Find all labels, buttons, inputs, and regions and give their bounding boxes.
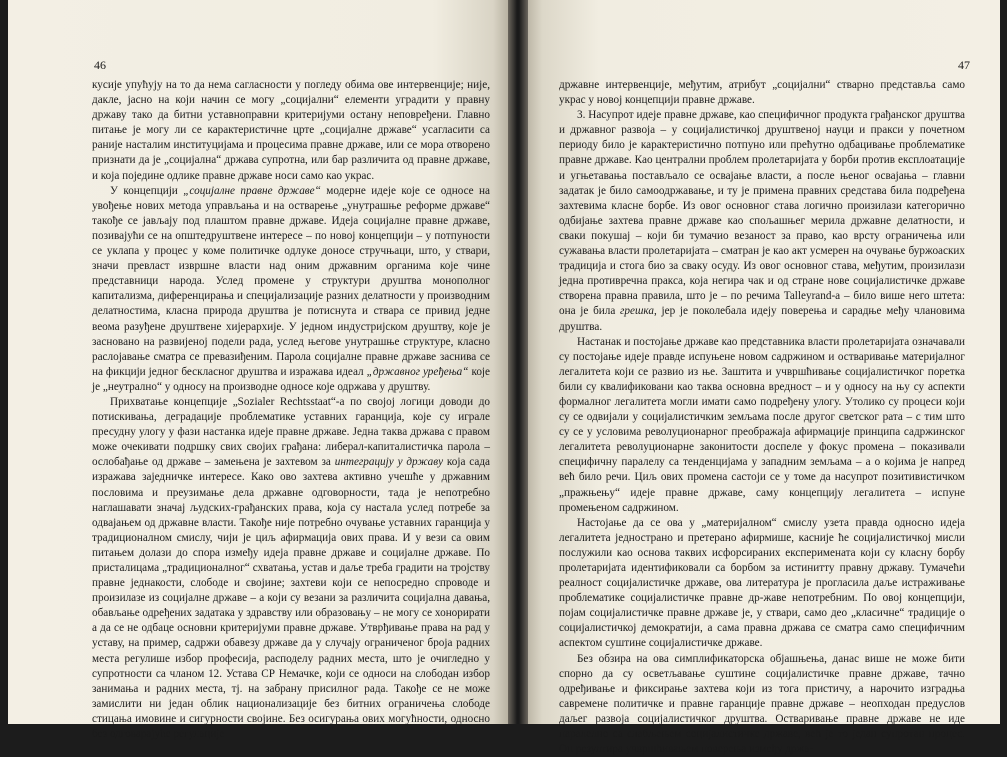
emphasis: „социјалне правне државе“ [183,184,321,197]
paragraph: кусије упућују на то да нема сагласности у погледу обима ове интервенције; није, дакле, јасно на који начин се могу „социјални“ елементи уградити у правну државу тако да битни уставноправни критеријуми остану неповређени. Главно питање је могу ли се карактеристичне црте „социјалне државе“ усагласити са раније насталим институцијама и процесима правне државе, или се мора отворено признати да је „социјална“ држава супротна, или бар различита од правне државе, и која поједине одлике правне државе носи само као украс. [92,79,490,182]
paragraph: Без обзира на ова симплификаторска објашњења, данас више не може бити спорно да су осветљавање суштине социјалистичке правне државе, тачно одређивање и фиксирање захтева који из тога пристичу, а нарочито изградња савремене политичке и правне гаранције правне државе – неопходан предуслов даљег развоја социјалистичког друштва. Остваривање правне државе не иде паралелно са слабљењем социјалистичке државе, већ је то један супротан процес. Он резултира учвршћивањем поверења између држа- [559,652,965,756]
page-body [92,78,490,742]
paragraph: Прихватање концепције „Sozialer Rechtsstaat“-а по својој логици доводи до потискивања, деградације проблематике уставних гаранција, које су играле пресудну улогу у фази настанка идеје правне државе. Једна таква држава с правом може очекивати подршку свих својих грађана: либерал-капиталистичка парола – ослобађање од државе – замењена је захтевом за интеграцију у државу која сада изражава заједничке интересе. Како ово захтева активно учешће у државним пословима и преузимање дела државне одговорности, тада је непотребно наглашавати значај људских-грађанских права, која су настала услед потребе за одвајањем од државне власти. Такође није потребно очување уставних гаранција у традиционалном смислу, чији је циљ афирмација ових права. И у вези са овим питањем долази до спора између идеја правне државе и социјалне државе. По присталицама „традиционалног“ схватања, устав и даље треба градити на тројству правне једнакости, слободе и својине; захтеви који се непосредно спроводе и произилазе из социјалне државе – а који су везани за различита социјална давања, обављање одређених задатака у здравству или образовању – не могу се хонорирати а да се не одбаце основни критеријуми правне државе. Утврђивање права на рад у уставу, на пример, садржи обавезу државе да у случају ограниченог броја радних места регулише избор професија, расподелу радних места, што је очигледно у супротности са чланом 12. Устава СР Немачке, који се односи на слободан избор занимања и радних места, тј. на забрану присилног рада. Такође се не може замислити ни један облик национализације без битних ограничења слободе стицања имовине и сигурности својине. Без осигурања ових могућности, односно без одговарајуће регулације [92,395,490,741]
left-page [8,0,508,741]
paragraph: Настанак и постојање државе као представника власти пролетаријата означавали су постојање идеје правде испуњене новом садржином и остваривање материјалног легалитета који се развио из ње. Заштита и учвршћивање социјалистичког поретка били су квалификовани као таква основна вредност – и у односу на њу су аспекти формалног легалитета могли имати само подређену улогу. Утолико су процеси који су се одвијали у социјалистичким земљама после другог светског рата – с тим што су се у условима револуционарног преображаја афирмације принципа садржинског легалитета револуционарне законитости доспеле у фокус промена – показивали специфичну паралелу са тенденцијама у западним земљама – а о којима је напред већ било речи. Циљ ових промена састоји се у томе да насупрот позитивистичком „пражњењу“ идеје правне државе, саму концепцију легалитета – испуне промењеном садржином. [559,335,965,514]
emphasis: грешка [620,305,654,318]
paragraph: државне интервенције, међутим, атрибут „социјални“ стварно представља само украс у новој концепцији правне државе. [559,79,965,107]
paragraph: Настојање да се ова у „материјалном“ смислу узета правда односно идеја легалитета једнострано и претерано афирмише, касније ће социјалистичкој мисли послужили као основа таквих исфорсираних експеримената који су класну борбу пролетаријата идентификовали са борбом за истинитту правну државу. Тумачећи реалност социјалистичке државе, ова литература је прогласила даље истраживање проблематике социјалистичке правне др-жаве непотребним. По овој концепцији, појам социјалистичке правне државе је, у ствари, само део „класичне“ традиције о социјалистичкој демократији, а сама правна држава се сматра само специфичним аспектом суштине социјалистичке државе. [559,516,965,650]
emphasis: интеграцију у државу [334,456,444,469]
emphasis: „државног уређења“ [366,365,469,378]
page-number: 47 [958,58,970,72]
page-number: 46 [94,58,106,72]
paragraph: 3. Насупрот идеје правне државе, као специфичног продукта грађанског друштва и државног развоја – у социјалистичкој друштвеној науци и пракси у почетном периоду било је карактеристично потпуно или прећутно одбацивање проблематике правне државе. Као централни проблем пролетаријата у борби против експлоатације и угњетавања постављало се освајање власти, а после њеног освајања – главни задатак је било самоодржавање, и ту је примена правних средстава била подређена захтевима класне борбе. Из овог основног става логично произилази категорично одбијање захтева правне државе као спољашњег мерила државне делатности, и сваки покушај – који би тумачио везаност за право, као врсту ограничења или сужавања власти пролетаријата – сматран је као акт усмерен на очување буржоаских традиција и стога био за сваку осуду. Из овог основног става, међутим, произилази једна противречна пракса, која негира чак и од стране нове социјалистичке државе створена правна правила, што је – по речима Talleyrand-а – било више него штета: она је била грешка, јер је поколебала идеју поверења и сарадње међу члановима друштва. [559,109,965,333]
paragraph: У концепцији „социјалне правне државе“ модерне идеје које се односе на увођење нових метода управљања и на остварење „унутрашње реформе државе“ такође се јављају под плаштом правне државе. Идеја социјалне правне државе, позивајући се на општедруштвене интересе – по новој концепцији – у потпуности се уклапа у процес у коме политичке одлуке доносе стручњаци, што, у ствари, значи превласт извршне власти над оним државним органима које чине представници народа. Услед промене у структури друштва монополног капитализма, диференцирања и специјализације разних делатности у производним делатностима, класна природа друштва је потиснута и ствара се привид једне веома разуђене друштвене хијерархије. У једном индустријском друштву, које је засновано на развијеној подели рада, услед његове унутрашње структуре, класно раслојавање сматра се превазиђеним. Парола социјалне правне државе заснива се на фикцији једног бескласног друштва и изражава идеал „државног уређења“ које је „неутрално“ у односу на производне односе које одржава у друштву. [92,184,490,393]
right-page [528,0,1000,756]
book-gutter [508,0,528,724]
page-body [559,78,965,757]
